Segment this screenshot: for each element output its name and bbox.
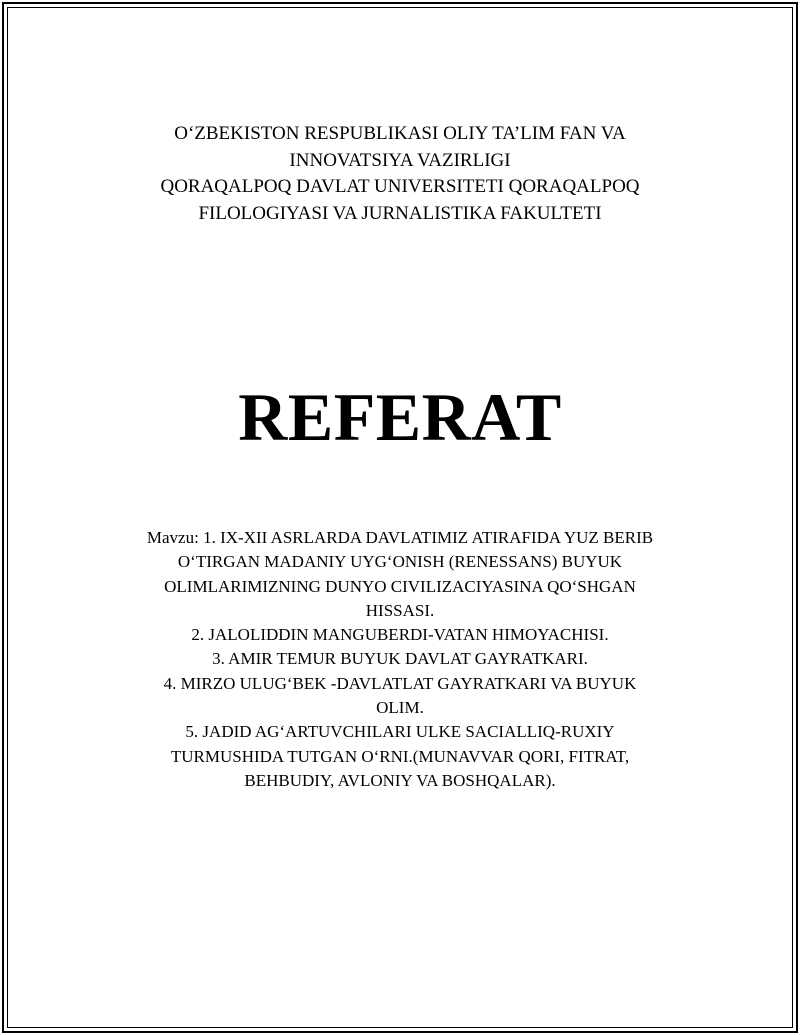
topic-line: 3. AMIR TEMUR BUYUK DAVLAT GAYRATKARI. — [212, 649, 588, 669]
topic-line: OLIM. — [376, 698, 424, 718]
topic-line: BEHBUDIY, AVLONIY VA BOSHQALAR). — [244, 770, 556, 790]
document-title: REFERAT — [238, 379, 562, 455]
topic-line: 4. MIRZO ULUG‘BEK -DAVLATLAT GAYRATKARI VA BUYUK — [163, 673, 637, 693]
header-line: QORAQALPOQ DAVLAT UNIVERSITETI QORAQALPOQ — [160, 176, 640, 197]
header-line: O‘ZBEKISTON RESPUBLIKASI OLIY TA’LIM FAN VA — [174, 123, 626, 144]
topic-line: TURMUSHIDA TUTGAN O‘RNI.(MUNAVVAR QORI, FITRAT, — [170, 746, 630, 766]
topic-line: 5. JADID AG‘ARTUVCHILARI ULKE SACIALLIQ-RUXIY — [185, 722, 615, 742]
topic-line: HISSASI. — [365, 600, 435, 620]
topic-line: 2. JALOLIDDIN MANGUBERDI-VATAN HIMOYACHISI. — [191, 625, 609, 645]
institution-header — [60, 121, 740, 227]
header-line: INNOVATSIYA VAZIRLIGI — [289, 149, 511, 171]
topic-line: Mavzu: 1. IX-XII ASRLARDA DAVLATIMIZ ATIRAFIDA YUZ BERIB — [146, 528, 654, 547]
header-line: FILOLOGIYASI VA JURNALISTIKA FAKULTETI — [198, 202, 602, 224]
topic-block — [60, 526, 740, 793]
topic-line: O‘TIRGAN MADANIY UYG‘ONISH (RENESSANS) BUYUK — [177, 552, 623, 572]
topic-line: OLIMLARIMIZNING DUNYO CIVILIZACIYASINA QO‘SHGAN — [164, 576, 636, 596]
